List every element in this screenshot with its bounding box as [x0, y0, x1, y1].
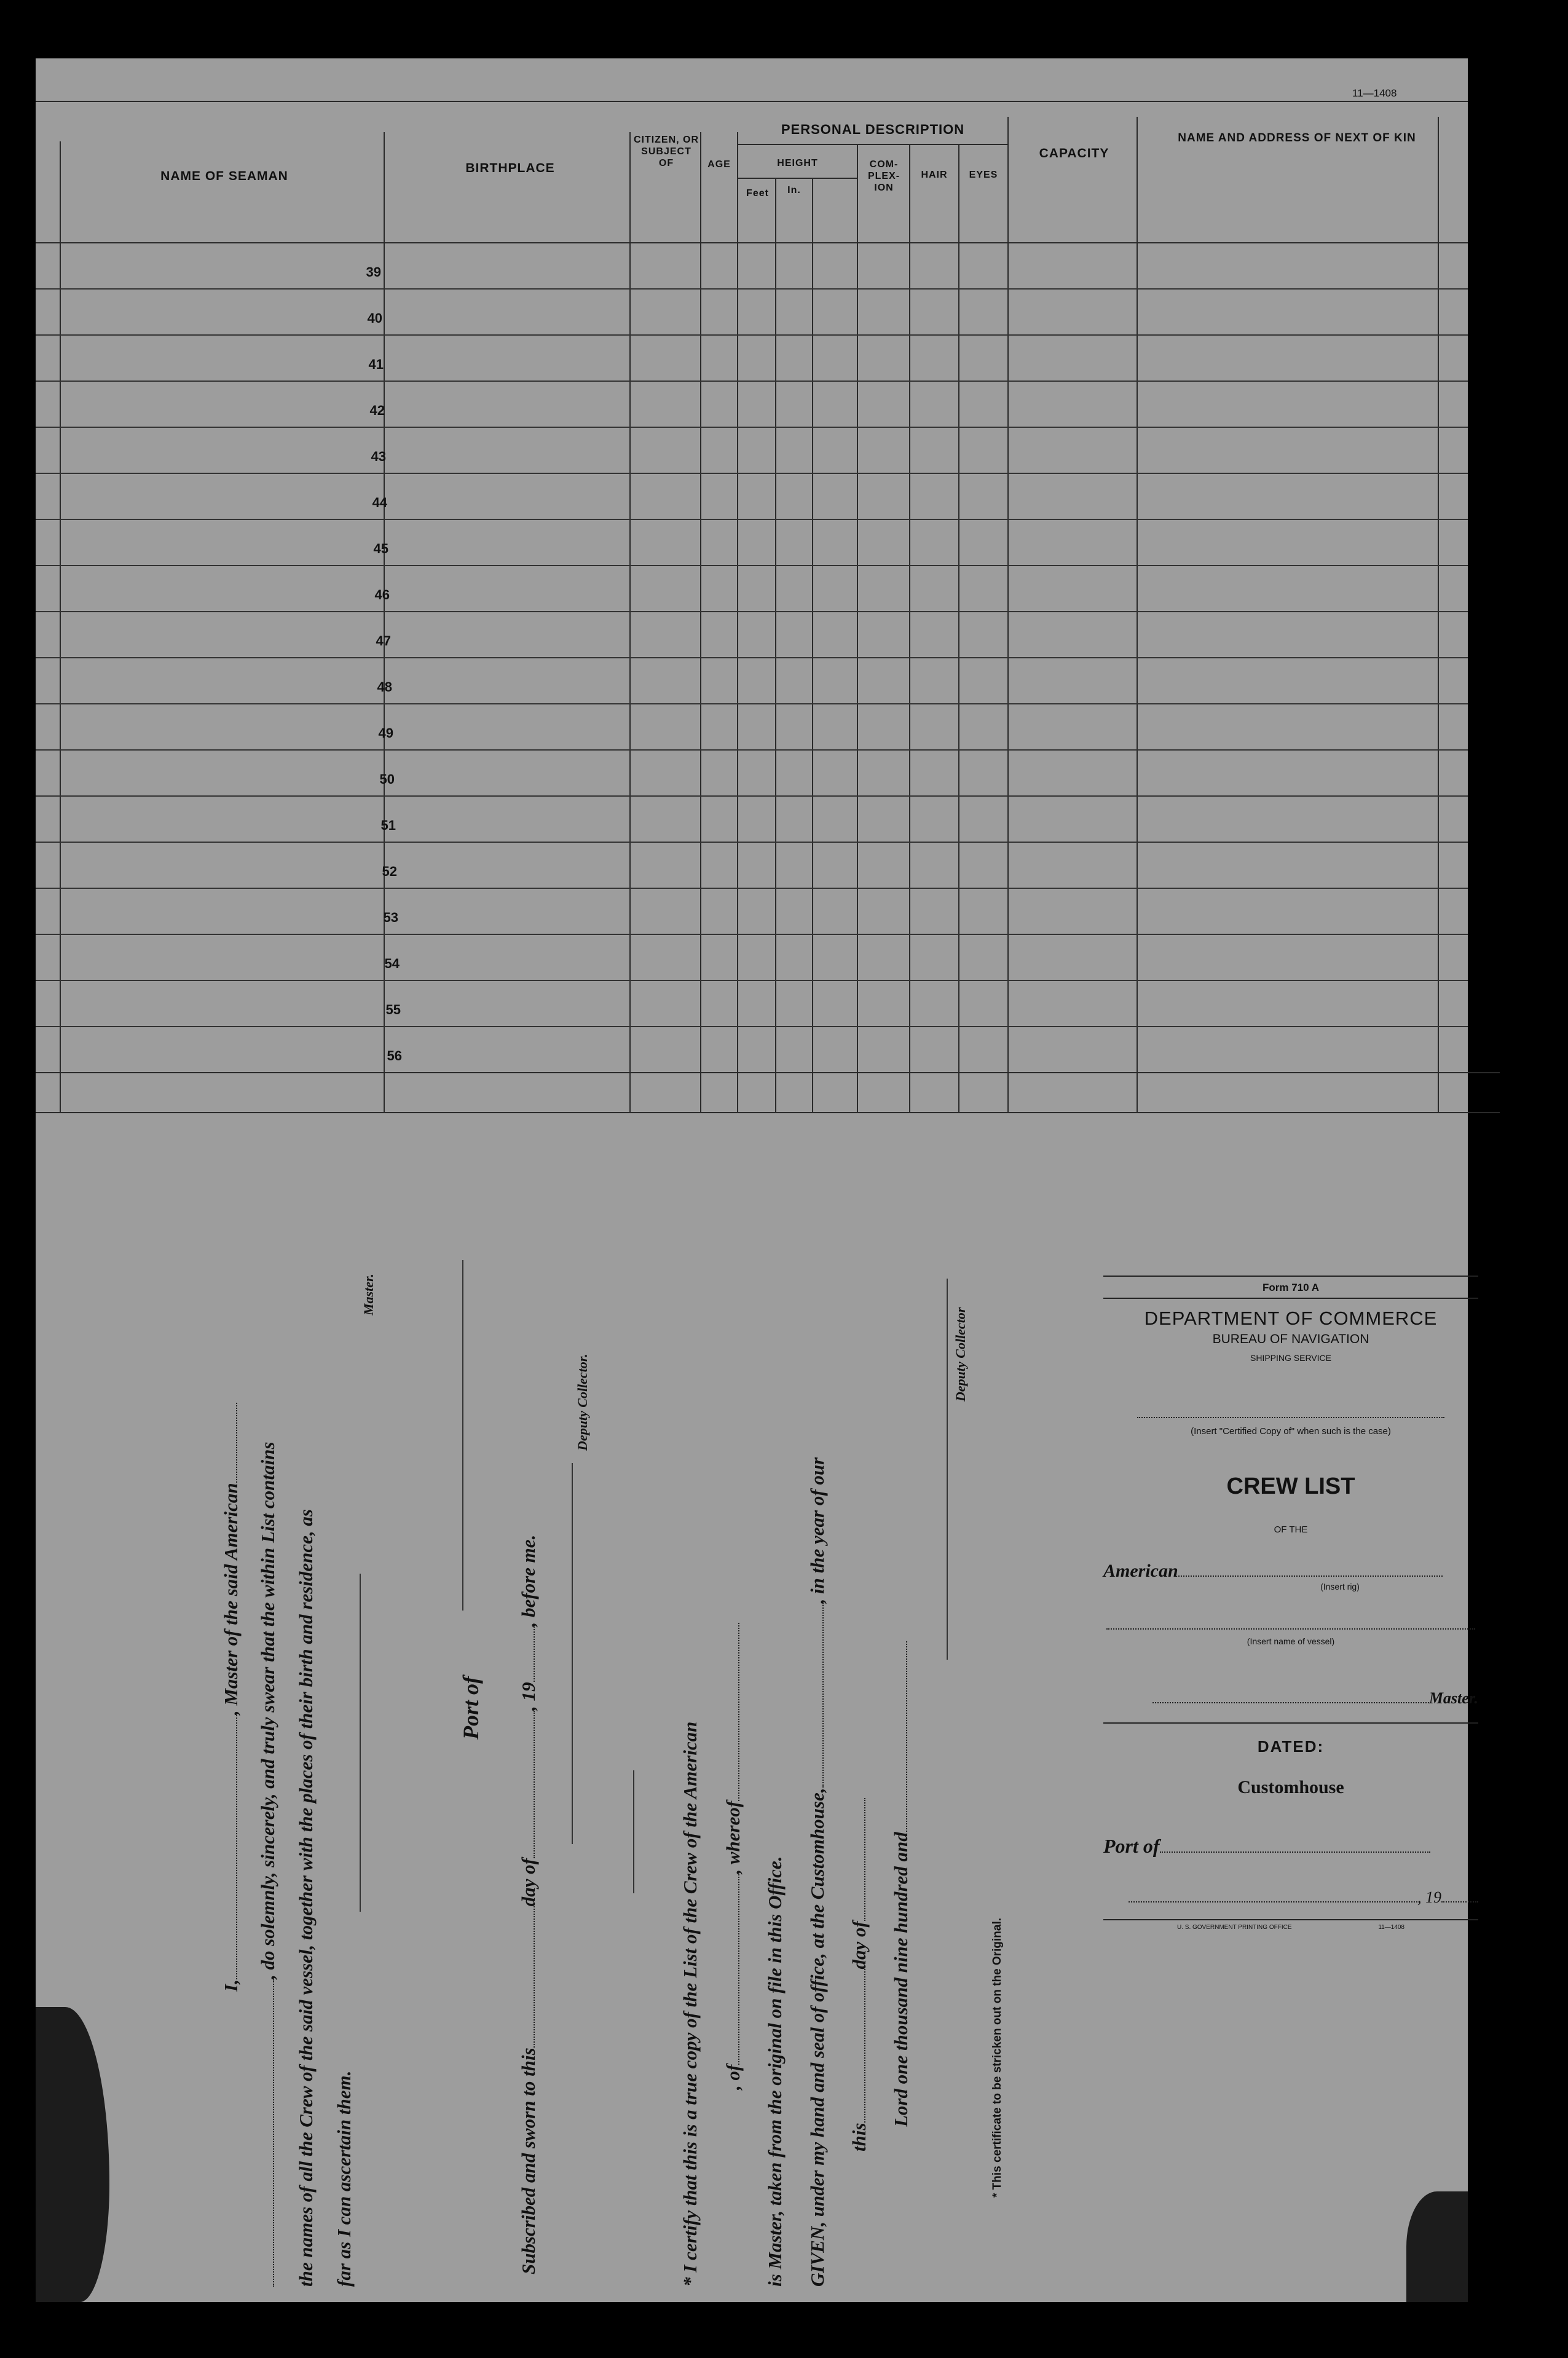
cover-service: SHIPPING SERVICE [1250, 1353, 1331, 1363]
header-name-of-seaman: NAME OF SEAMAN [160, 169, 288, 183]
master-signature-line [360, 1574, 361, 1912]
cover-dated: DATED: [1257, 1737, 1325, 1756]
row-number: 51 [380, 818, 396, 833]
torn-edge [1406, 2191, 1468, 2302]
divider-line [633, 1770, 634, 1893]
row-number: 42 [369, 403, 385, 418]
row-number: 54 [384, 956, 400, 971]
row-number: 47 [376, 633, 391, 649]
row-number: 44 [372, 495, 387, 510]
cert-line-2: , of, whereof [722, 1623, 744, 2090]
header-complexion: COM-PLEX-ION [867, 159, 900, 193]
oath-line-3: the names of all the Crew of the said vessel, together with the places of their birth and residence, as [295, 1509, 317, 2287]
row-number: 43 [371, 449, 386, 464]
cover-insert-vessel: (Insert name of vessel) [1247, 1636, 1335, 1646]
cover-rule-3 [1103, 1919, 1478, 1920]
cover-title: CREW LIST [1226, 1473, 1355, 1499]
cover-bureau: BUREAU OF NAVIGATION [1212, 1332, 1369, 1346]
header-height: HEIGHT [777, 158, 818, 168]
cert-line-6: Lord one thousand nine hundred and [890, 1641, 912, 2127]
row-number: 49 [378, 725, 393, 741]
oath-line-4: far as I can ascertain them. [333, 2070, 355, 2287]
row-number: 52 [382, 864, 397, 879]
cover-department: DEPARTMENT OF COMMERCE [1144, 1307, 1438, 1329]
row-number: 53 [383, 910, 398, 925]
header-birthplace: BIRTHPLACE [465, 161, 555, 175]
torn-edge [36, 2007, 109, 2302]
cover-of-the: OF THE [1274, 1524, 1308, 1535]
row-number: 56 [387, 1048, 402, 1063]
header-inches: In. [787, 185, 801, 195]
row-number: 40 [367, 310, 382, 326]
cover-insert-rig: (Insert rig) [1320, 1582, 1360, 1591]
row-number: 45 [373, 541, 388, 556]
cover-certified-line [1137, 1363, 1444, 1418]
oath-line-1: I,, Master of the said American [220, 1403, 242, 1992]
cover-top-rule [1103, 1276, 1478, 1277]
cert-line-3: is Master, taken from the original on file in this Office. [764, 1856, 786, 2287]
header-feet: Feet [746, 188, 769, 199]
collector2-signature-line [947, 1279, 948, 1660]
cover-rule-2 [1103, 1722, 1478, 1724]
port-line [462, 1260, 463, 1611]
header-personal-description: PERSONAL DESCRIPTION [781, 122, 965, 137]
row-number: 39 [366, 264, 381, 280]
cover-year-row: , 19 [1103, 1888, 1478, 1907]
form-code: 11—1408 [1352, 87, 1397, 99]
cert-line-5: thisday of [848, 1798, 870, 2151]
cover-form-number: Form 710 A [1263, 1282, 1319, 1293]
oath-port-of: Port of [459, 1676, 483, 1740]
cover-rule [1103, 1298, 1478, 1299]
header-eyes: EYES [969, 170, 998, 180]
row-number: 50 [379, 771, 395, 787]
cert-line-4: GIVEN, under my hand and seal of office, at the Customhouse,, in the year of our [806, 1457, 828, 2287]
cert-line-1: * I certify that this is a true copy of the List of the Crew of the American [679, 1721, 701, 2287]
cover-port-row: Port of [1103, 1835, 1478, 1858]
row-number: 46 [374, 587, 390, 602]
oath-master-label: Master. [361, 1274, 376, 1315]
header-citizen: CITIZEN, OR SUBJECT OF [633, 135, 699, 168]
collector-signature-line [572, 1463, 573, 1844]
oath-line-2: , do solemnly, sincerely, and truly swear that the within List contains [257, 1442, 279, 2287]
cover-customhouse: Customhouse [1237, 1777, 1344, 1797]
cert-deputy-collector: Deputy Collector [953, 1307, 968, 1402]
cert-footnote: * This certificate to be stricken out on the Original. [991, 1917, 1004, 2198]
oath-subscribed: Subscribed and sworn to thisday of, 19, before me. [518, 1534, 539, 2274]
row-number: 48 [377, 679, 392, 695]
row-number: 41 [368, 357, 384, 372]
cover-american-row: American [1103, 1561, 1478, 1582]
cover-insert-certified: (Insert "Certified Copy of" when such is the case) [1191, 1426, 1391, 1437]
cover-printer-row: U. S. GOVERNMENT PRINTING OFFICE 11—1408 [1177, 1924, 1405, 1931]
oath-deputy-collector: Deputy Collector. [575, 1354, 590, 1451]
row-number: 55 [385, 1002, 401, 1017]
header-age: AGE [707, 159, 731, 170]
header-capacity: CAPACITY [1039, 146, 1109, 160]
header-next-of-kin: NAME AND ADDRESS OF NEXT OF KIN [1178, 132, 1416, 144]
cover-vessel-line [1106, 1591, 1475, 1630]
cover-panel [1103, 1276, 1478, 1931]
header-hair: HAIR [921, 170, 948, 180]
cover-master-row: Master. [1103, 1689, 1478, 1708]
